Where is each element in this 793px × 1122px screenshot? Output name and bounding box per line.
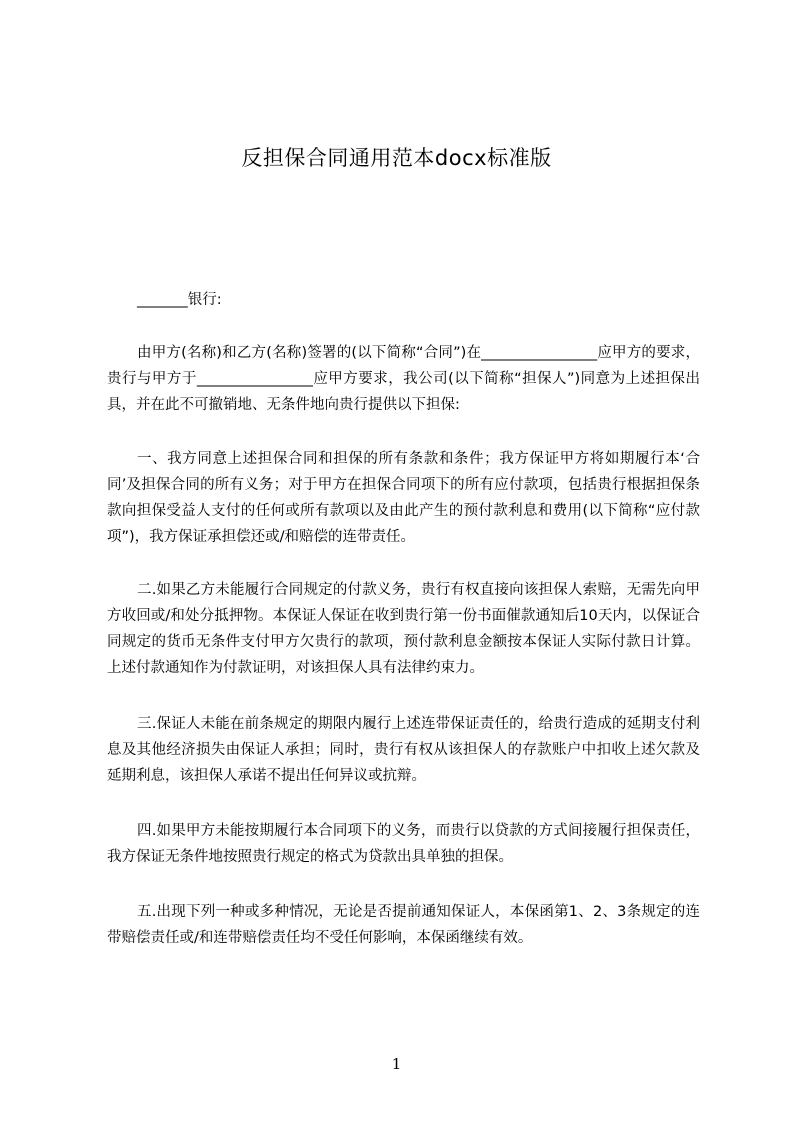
paragraph-clause-4: 四.如果甲方未能按期履行本合同项下的义务，而贵行以贷款的方式间接履行担保责任，我方保证无条件地按照贵行规定的格式为贷款出具单独的担保。	[107, 823, 700, 865]
salutation: _______银行:	[137, 292, 222, 308]
page-number: 1	[391, 1055, 402, 1073]
document-title: 反担保合同通用范本docx标准版	[241, 146, 552, 170]
paragraph-clause-2: 二.如果乙方未能履行合同规定的付款义务，贵行有权直接向该担保人索赔，无需先向甲方收回或/和处分抵押物。本保证人保证在收到贵行第一份书面催款通知后10天内，以保证合同规定的货币无条件支付甲方欠贵行的款项，预付款利息金额按本保证人实际付款日计算。上述付款通知作为付款证明，对该担保人具有法律约束力。	[107, 582, 700, 676]
paragraph-intro: 由甲方(名称)和乙方(名称)签署的(以下简称“合同”)在________________应甲方的要求，贵行与甲方于________________应甲方要求，我公司(以下简称“担保人”)同意为上述担保出具，并在此不可撤销地、无条件地向贵行提供以下担保:	[107, 345, 700, 413]
paragraph-clause-1: 一、我方同意上述担保合同和担保的所有条款和条件；我方保证甲方将如期履行本‘合同’及担保合同的所有义务；对于甲方在担保合同项下的所有应付款项，包括贵行根据担保条款向担保受益人支付的任何或所有款项以及由此产生的预付款利息和费用(以下简称“应付款项”)，我方保证承担偿还或/和赔偿的连带责任。	[107, 451, 700, 545]
paragraph-clause-3: 三.保证人未能在前条规定的期限内履行上述连带保证责任的，给贵行造成的延期支付利息及其他经济损失由保证人承担；同时，贵行有权从该担保人的存款账户中扣收上述欠款及延期利息，该担保人承诺不提出任何异议或抗辩。	[107, 716, 700, 784]
paragraph-clause-5: 五.出现下列一种或多种情况，无论是否提前通知保证人，本保函第1、2、3条规定的连带赔偿责任或/和连带赔偿责任均不受任何影响，本保函继续有效。	[107, 904, 700, 946]
